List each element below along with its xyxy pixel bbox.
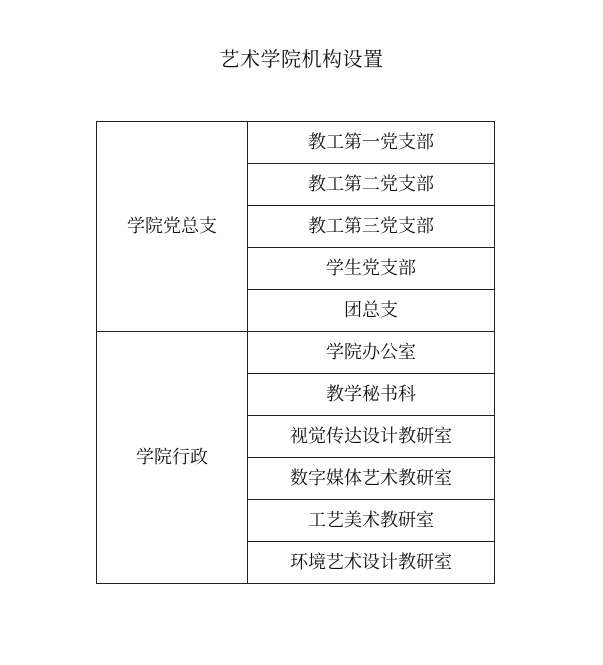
unit-cell: 学院办公室 bbox=[248, 332, 495, 374]
unit-cell: 教工第一党支部 bbox=[248, 122, 495, 164]
unit-cell: 教学秘书科 bbox=[248, 374, 495, 416]
unit-cell: 学生党支部 bbox=[248, 248, 495, 290]
unit-cell: 教工第三党支部 bbox=[248, 206, 495, 248]
unit-cell: 视觉传达设计教研室 bbox=[248, 416, 495, 458]
page-title: 艺术学院机构设置 bbox=[219, 47, 384, 71]
unit-cell: 工艺美术教研室 bbox=[248, 500, 495, 542]
group-cell-admin: 学院行政 bbox=[97, 332, 248, 584]
group-cell-party: 学院党总支 bbox=[97, 122, 248, 332]
unit-cell: 数字媒体艺术教研室 bbox=[248, 458, 495, 500]
unit-cell: 环境艺术设计教研室 bbox=[248, 542, 495, 584]
unit-cell: 团总支 bbox=[248, 290, 495, 332]
table-row bbox=[97, 122, 495, 164]
unit-cell: 教工第二党支部 bbox=[248, 164, 495, 206]
org-structure-table bbox=[96, 121, 495, 584]
table-row bbox=[97, 332, 495, 374]
